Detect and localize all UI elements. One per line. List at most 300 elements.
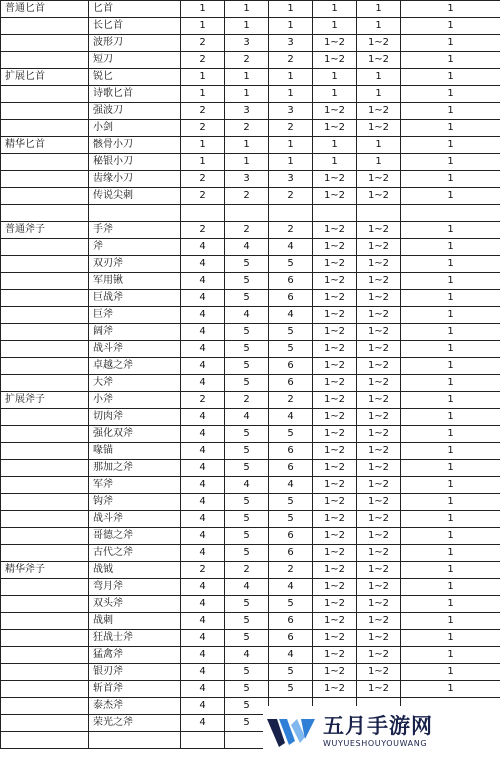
category-cell (1, 324, 89, 341)
stat-cell-a: 4 (181, 545, 225, 562)
stat-cell-e: 1~2 (357, 171, 401, 188)
stat-cell-d: 1~2 (313, 256, 357, 273)
stat-cell-c (269, 205, 313, 222)
stat-cell-f: 1 (401, 460, 500, 477)
stat-cell-d: 1~2 (313, 358, 357, 375)
category-cell (1, 375, 89, 392)
stat-cell-e: 1~2 (357, 613, 401, 630)
stat-cell-e: 1~2 (357, 273, 401, 290)
table-row (1, 35, 500, 52)
stat-cell-c: 5 (269, 664, 313, 681)
table-row (1, 239, 500, 256)
stat-cell-b: 5 (225, 426, 269, 443)
stat-cell-c: 4 (269, 239, 313, 256)
stat-cell-d: 1~2 (313, 239, 357, 256)
stat-cell-e: 1~2 (357, 290, 401, 307)
stat-cell-e: 1~2 (357, 120, 401, 137)
stat-cell-d: 1 (313, 69, 357, 86)
stat-cell-a: 4 (181, 409, 225, 426)
stat-cell-a: 4 (181, 613, 225, 630)
stat-cell-c: 2 (269, 52, 313, 69)
stat-cell-c: 1 (269, 1, 313, 18)
stat-cell-d: 1~2 (313, 375, 357, 392)
stat-cell-b: 4 (225, 477, 269, 494)
category-cell: 精华匕首 (1, 137, 89, 154)
table-row (1, 120, 500, 137)
weapon-name-cell: 巨战斧 (89, 290, 181, 307)
stat-cell-c: 2 (269, 120, 313, 137)
stat-cell-a: 2 (181, 171, 225, 188)
stat-cell-e: 1~2 (357, 664, 401, 681)
stat-cell-a: 4 (181, 494, 225, 511)
stat-cell-e: 1~2 (357, 35, 401, 52)
weapon-name-cell (89, 205, 181, 222)
weapon-name-cell: 波形刀 (89, 35, 181, 52)
stat-cell-a: 4 (181, 511, 225, 528)
stat-cell-e: 1 (357, 1, 401, 18)
stat-cell-a: 2 (181, 562, 225, 579)
weapon-name-cell: 银刃斧 (89, 664, 181, 681)
table-row (1, 358, 500, 375)
stat-cell-d: 1~2 (313, 103, 357, 120)
stat-cell-d: 1 (313, 86, 357, 103)
weapon-name-cell (89, 732, 181, 749)
stat-cell-a: 2 (181, 392, 225, 409)
table-row (1, 528, 500, 545)
stat-cell-a: 4 (181, 273, 225, 290)
stat-cell-c: 6 (269, 358, 313, 375)
stat-cell-c: 6 (269, 613, 313, 630)
stat-cell-b: 5 (225, 613, 269, 630)
stat-cell-f: 1 (401, 562, 500, 579)
stat-cell-e: 1~2 (357, 52, 401, 69)
table-row (1, 205, 500, 222)
stat-cell-b: 2 (225, 392, 269, 409)
stat-cell-b: 5 (225, 443, 269, 460)
category-cell (1, 239, 89, 256)
stat-cell-b: 5 (225, 681, 269, 698)
stat-cell-c: 2 (269, 222, 313, 239)
table-row (1, 222, 500, 239)
table-row (1, 613, 500, 630)
stat-cell-c: 4 (269, 647, 313, 664)
weapon-name-cell: 钩斧 (89, 494, 181, 511)
category-cell (1, 86, 89, 103)
weapon-name-cell: 长匕首 (89, 18, 181, 35)
category-cell (1, 341, 89, 358)
stat-cell-e: 1~2 (357, 681, 401, 698)
stat-cell-e: 1~2 (357, 239, 401, 256)
stat-cell-d: 1~2 (313, 443, 357, 460)
table-row (1, 256, 500, 273)
stat-cell-d: 1~2 (313, 426, 357, 443)
stat-cell-e: 1~2 (357, 392, 401, 409)
stat-cell-c: 4 (269, 477, 313, 494)
stat-cell-c: 2 (269, 188, 313, 205)
stat-cell-c: 6 (269, 290, 313, 307)
category-cell (1, 171, 89, 188)
stat-cell-e: 1~2 (357, 341, 401, 358)
category-cell: 扩展斧子 (1, 392, 89, 409)
stat-cell-d: 1~2 (313, 307, 357, 324)
table-row (1, 273, 500, 290)
stat-cell-b: 2 (225, 222, 269, 239)
site-watermark (263, 706, 500, 757)
stat-cell-e: 1~2 (357, 188, 401, 205)
table-row (1, 562, 500, 579)
stat-cell-a: 4 (181, 647, 225, 664)
stat-cell-d: 1~2 (313, 324, 357, 341)
stat-cell-e (357, 205, 401, 222)
weapon-name-cell: 战斗斧 (89, 511, 181, 528)
weapon-name-cell: 军用锹 (89, 273, 181, 290)
stat-cell-a: 2 (181, 188, 225, 205)
stat-cell-a: 4 (181, 528, 225, 545)
stat-cell-f: 1 (401, 528, 500, 545)
stat-cell-b: 4 (225, 307, 269, 324)
stat-cell-b: 5 (225, 256, 269, 273)
weapon-name-cell: 弯月斧 (89, 579, 181, 596)
category-cell: 普通斧子 (1, 222, 89, 239)
stat-cell-b: 4 (225, 239, 269, 256)
stat-cell-a: 4 (181, 324, 225, 341)
stat-cell-c: 6 (269, 375, 313, 392)
stat-cell-a: 2 (181, 103, 225, 120)
stat-cell-c: 5 (269, 511, 313, 528)
table-row (1, 664, 500, 681)
stat-cell-f: 1 (401, 307, 500, 324)
stat-cell-f: 1 (401, 409, 500, 426)
category-cell (1, 103, 89, 120)
stat-cell-c: 6 (269, 528, 313, 545)
stat-cell-f: 1 (401, 35, 500, 52)
stat-cell-d: 1~2 (313, 188, 357, 205)
stat-cell-e: 1~2 (357, 545, 401, 562)
stat-cell-c: 6 (269, 443, 313, 460)
stat-cell-d: 1 (313, 1, 357, 18)
stat-cell-a: 2 (181, 35, 225, 52)
stat-cell-d: 1~2 (313, 392, 357, 409)
stat-cell-f: 1 (401, 494, 500, 511)
category-cell (1, 494, 89, 511)
stat-cell-a: 4 (181, 239, 225, 256)
weapon-name-cell: 猛禽斧 (89, 647, 181, 664)
stat-cell-f: 1 (401, 358, 500, 375)
table-row (1, 375, 500, 392)
stat-cell-c: 1 (269, 86, 313, 103)
stat-cell-f: 1 (401, 273, 500, 290)
watermark-subtitle: WUYUESHOUYOUWANG (323, 739, 428, 748)
stat-cell-c: 4 (269, 409, 313, 426)
stat-cell-f: 1 (401, 647, 500, 664)
stat-cell-f: 1 (401, 341, 500, 358)
stat-cell-a (181, 732, 225, 749)
stat-cell-f: 1 (401, 137, 500, 154)
category-cell (1, 307, 89, 324)
weapon-name-cell: 卓越之斧 (89, 358, 181, 375)
stat-cell-a: 2 (181, 52, 225, 69)
stat-cell-c: 5 (269, 256, 313, 273)
stat-cell-e: 1 (357, 86, 401, 103)
table-row (1, 511, 500, 528)
stat-cell-b: 4 (225, 579, 269, 596)
stat-cell-d: 1~2 (313, 460, 357, 477)
category-cell (1, 256, 89, 273)
stat-cell-e: 1~2 (357, 358, 401, 375)
weapon-name-cell: 军斧 (89, 477, 181, 494)
stat-cell-c: 5 (269, 596, 313, 613)
stat-cell-a: 4 (181, 426, 225, 443)
weapon-name-cell: 喙锚 (89, 443, 181, 460)
weapon-name-cell: 锐匕 (89, 69, 181, 86)
stat-cell-d: 1~2 (313, 273, 357, 290)
stat-cell-b: 5 (225, 375, 269, 392)
weapon-name-cell: 战斗斧 (89, 341, 181, 358)
stat-cell-b: 5 (225, 460, 269, 477)
stat-cell-f: 1 (401, 18, 500, 35)
category-cell (1, 154, 89, 171)
stat-cell-a (181, 205, 225, 222)
stat-cell-e: 1~2 (357, 256, 401, 273)
stat-cell-f: 1 (401, 256, 500, 273)
stat-cell-f: 1 (401, 188, 500, 205)
category-cell (1, 188, 89, 205)
stat-cell-f: 1 (401, 426, 500, 443)
table-row (1, 477, 500, 494)
stat-cell-e: 1~2 (357, 307, 401, 324)
stat-cell-f: 1 (401, 477, 500, 494)
stat-cell-b: 5 (225, 528, 269, 545)
stat-cell-a: 1 (181, 137, 225, 154)
weapon-name-cell: 泰杰斧 (89, 698, 181, 715)
category-cell (1, 205, 89, 222)
weapon-name-cell: 那加之斧 (89, 460, 181, 477)
stat-cell-c: 4 (269, 579, 313, 596)
stat-cell-b: 2 (225, 52, 269, 69)
stat-cell-a: 1 (181, 1, 225, 18)
weapon-name-cell: 战钺 (89, 562, 181, 579)
stat-cell-d: 1~2 (313, 647, 357, 664)
stat-cell-b: 5 (225, 630, 269, 647)
stat-cell-e: 1~2 (357, 579, 401, 596)
stat-cell-b: 5 (225, 545, 269, 562)
stat-cell-c: 5 (269, 324, 313, 341)
stat-cell-e: 1~2 (357, 630, 401, 647)
stat-cell-f: 1 (401, 154, 500, 171)
stat-cell-d: 1~2 (313, 494, 357, 511)
stat-cell-b: 1 (225, 1, 269, 18)
stat-cell-f: 1 (401, 443, 500, 460)
stat-cell-a: 2 (181, 222, 225, 239)
category-cell (1, 613, 89, 630)
stat-cell-a: 4 (181, 698, 225, 715)
category-cell (1, 681, 89, 698)
stat-cell-c: 3 (269, 171, 313, 188)
stat-cell-f: 1 (401, 1, 500, 18)
stat-cell-e: 1~2 (357, 647, 401, 664)
stat-cell-b: 4 (225, 409, 269, 426)
stat-cell-a: 4 (181, 596, 225, 613)
stat-cell-f: 1 (401, 324, 500, 341)
table-row (1, 596, 500, 613)
stat-cell-f (401, 205, 500, 222)
stat-cell-d: 1~2 (313, 35, 357, 52)
stat-cell-a: 1 (181, 18, 225, 35)
stat-cell-b (225, 205, 269, 222)
table-row (1, 579, 500, 596)
table-row (1, 460, 500, 477)
category-cell: 扩展匕首 (1, 69, 89, 86)
stat-cell-a: 4 (181, 681, 225, 698)
stat-cell-d: 1~2 (313, 562, 357, 579)
weapon-name-cell: 小斧 (89, 392, 181, 409)
table-row (1, 409, 500, 426)
table-row (1, 307, 500, 324)
stat-cell-d: 1 (313, 154, 357, 171)
stat-cell-e: 1~2 (357, 528, 401, 545)
stat-cell-d: 1~2 (313, 222, 357, 239)
stat-cell-e: 1 (357, 137, 401, 154)
table-row (1, 69, 500, 86)
stat-cell-f: 1 (401, 120, 500, 137)
stat-cell-c: 5 (269, 426, 313, 443)
stat-cell-f: 1 (401, 664, 500, 681)
category-cell (1, 52, 89, 69)
table-row (1, 137, 500, 154)
stat-cell-e: 1~2 (357, 324, 401, 341)
stat-cell-f: 1 (401, 171, 500, 188)
stat-cell-d: 1 (313, 137, 357, 154)
weapon-name-cell: 小剑 (89, 120, 181, 137)
stat-cell-f: 1 (401, 52, 500, 69)
stat-cell-f: 1 (401, 239, 500, 256)
stat-cell-f: 1 (401, 69, 500, 86)
stat-cell-a: 4 (181, 579, 225, 596)
stat-cell-f: 1 (401, 290, 500, 307)
stat-cell-c: 1 (269, 18, 313, 35)
category-cell: 普通匕首 (1, 1, 89, 18)
stat-cell-b: 5 (225, 596, 269, 613)
stat-cell-f: 1 (401, 681, 500, 698)
weapon-name-cell: 巨斧 (89, 307, 181, 324)
stat-cell-c: 1 (269, 69, 313, 86)
stat-cell-d: 1~2 (313, 613, 357, 630)
weapon-name-cell: 荣光之斧 (89, 715, 181, 732)
stat-cell-c: 4 (269, 307, 313, 324)
stat-cell-b: 1 (225, 86, 269, 103)
stat-cell-a: 4 (181, 307, 225, 324)
weapon-name-cell: 大斧 (89, 375, 181, 392)
table-row (1, 392, 500, 409)
stat-cell-f: 1 (401, 630, 500, 647)
stat-cell-b: 5 (225, 494, 269, 511)
stat-cell-a: 4 (181, 715, 225, 732)
table-row (1, 324, 500, 341)
stat-cell-c: 1 (269, 137, 313, 154)
stat-cell-a: 4 (181, 256, 225, 273)
stat-cell-a: 4 (181, 664, 225, 681)
stat-cell-e: 1~2 (357, 103, 401, 120)
category-cell (1, 120, 89, 137)
stat-cell-e: 1~2 (357, 375, 401, 392)
category-cell (1, 630, 89, 647)
stat-cell-a: 2 (181, 120, 225, 137)
stat-cell-e: 1~2 (357, 494, 401, 511)
table-row (1, 154, 500, 171)
weapon-name-cell: 狂战士斧 (89, 630, 181, 647)
category-cell (1, 698, 89, 715)
stat-cell-d: 1~2 (313, 52, 357, 69)
stat-cell-c: 1 (269, 154, 313, 171)
stat-cell-b: 5 (225, 358, 269, 375)
stat-cell-b: 1 (225, 69, 269, 86)
category-cell (1, 579, 89, 596)
table-body (1, 1, 500, 749)
stat-cell-c: 6 (269, 545, 313, 562)
weapon-name-cell: 强化双斧 (89, 426, 181, 443)
stat-cell-f: 1 (401, 596, 500, 613)
category-cell (1, 715, 89, 732)
stat-cell-f: 1 (401, 222, 500, 239)
stat-cell-e: 1 (357, 18, 401, 35)
stat-cell-d: 1 (313, 18, 357, 35)
weapon-name-cell: 切肉斧 (89, 409, 181, 426)
stat-cell-a: 1 (181, 154, 225, 171)
stat-cell-b: 3 (225, 35, 269, 52)
category-cell (1, 18, 89, 35)
table-row (1, 426, 500, 443)
stat-cell-a: 4 (181, 460, 225, 477)
stat-cell-c: 2 (269, 562, 313, 579)
stat-cell-a: 4 (181, 630, 225, 647)
stat-cell-e: 1~2 (357, 426, 401, 443)
category-cell (1, 477, 89, 494)
stat-cell-e: 1~2 (357, 222, 401, 239)
stat-cell-b: 5 (225, 324, 269, 341)
stat-cell-d: 1~2 (313, 579, 357, 596)
stat-cell-f: 1 (401, 613, 500, 630)
category-cell (1, 647, 89, 664)
stat-cell-f: 1 (401, 103, 500, 120)
stat-cell-b: 2 (225, 188, 269, 205)
weapon-name-cell: 匕首 (89, 1, 181, 18)
stat-cell-e: 1~2 (357, 443, 401, 460)
table-row (1, 103, 500, 120)
stat-cell-a: 4 (181, 341, 225, 358)
stat-cell-b: 5 (225, 698, 269, 715)
stat-cell-c: 3 (269, 103, 313, 120)
watermark-title: 五月手游网 (323, 714, 433, 738)
stat-cell-b: 5 (225, 341, 269, 358)
stat-cell-f: 1 (401, 375, 500, 392)
weapon-name-cell: 传说尖刺 (89, 188, 181, 205)
table-row (1, 341, 500, 358)
stat-cell-e: 1~2 (357, 596, 401, 613)
stat-cell-a: 4 (181, 477, 225, 494)
stat-cell-a: 4 (181, 375, 225, 392)
category-cell (1, 273, 89, 290)
category-cell (1, 664, 89, 681)
table-row (1, 18, 500, 35)
table-row (1, 86, 500, 103)
category-cell: 精华斧子 (1, 562, 89, 579)
stat-cell-d: 1~2 (313, 681, 357, 698)
table-row (1, 443, 500, 460)
weapon-name-cell: 秘银小刀 (89, 154, 181, 171)
category-cell (1, 443, 89, 460)
stat-cell-b: 2 (225, 562, 269, 579)
category-cell (1, 596, 89, 613)
